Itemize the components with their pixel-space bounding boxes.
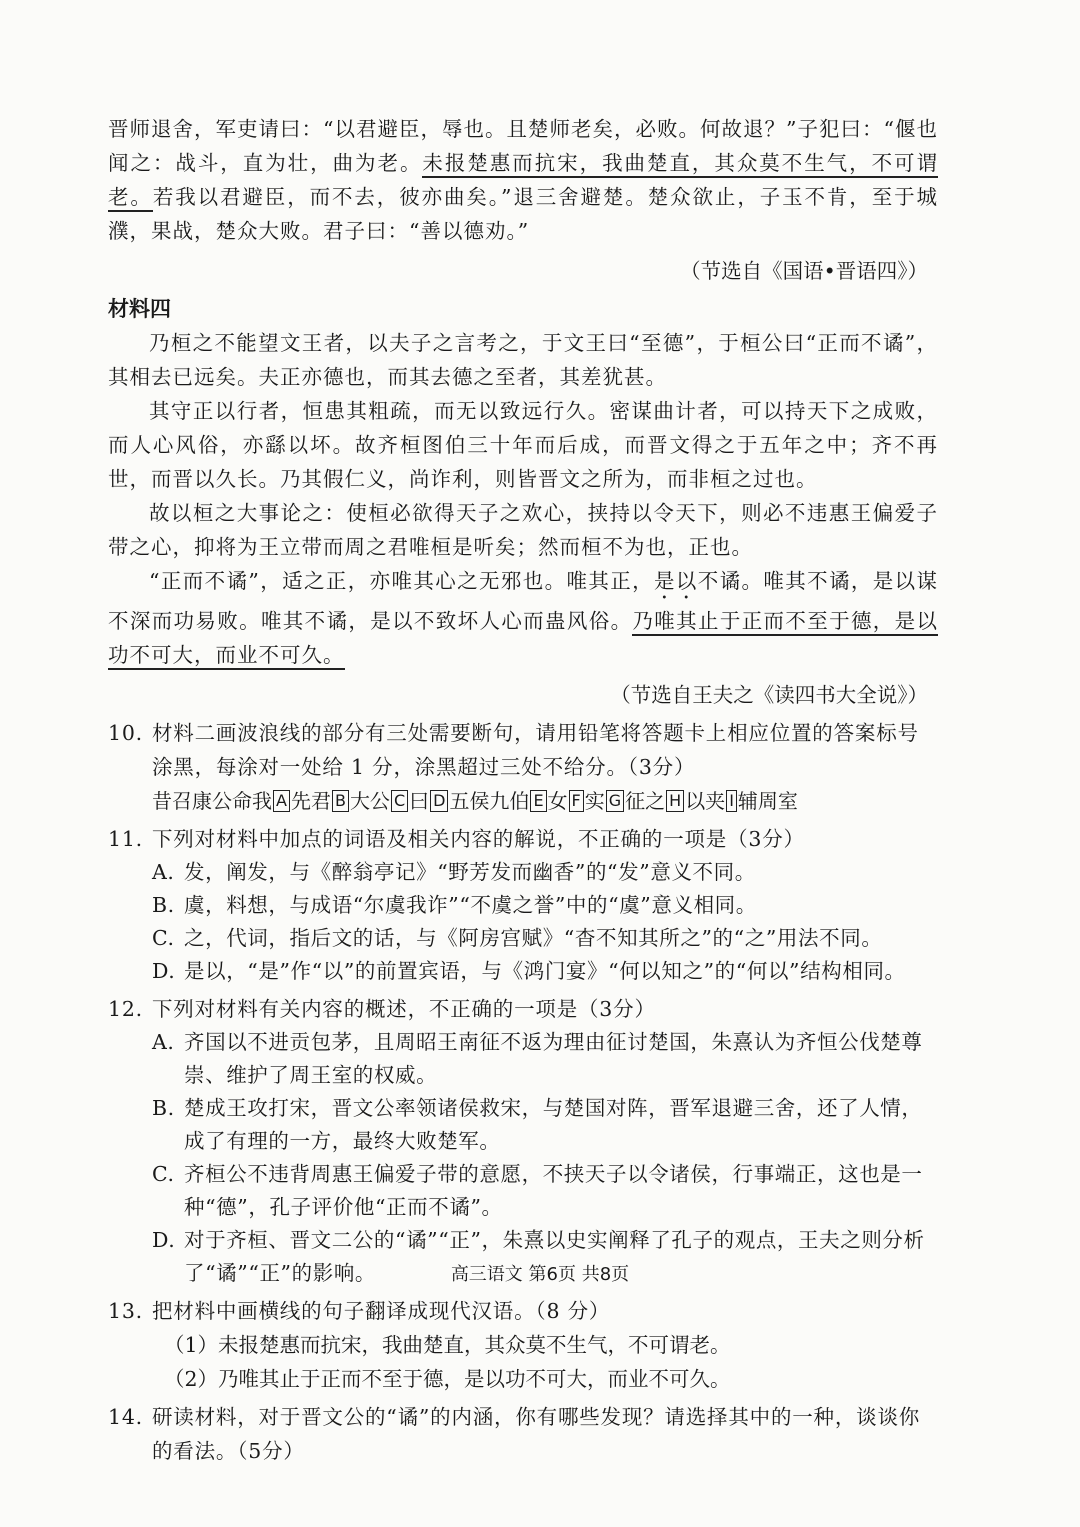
segment: 先君 <box>290 789 331 813</box>
underlined-sentence-2: 乃唯其止于正而不至于德，是以功不可大，而业不可久。 <box>108 609 938 670</box>
question-14-number: 14. <box>108 1405 144 1429</box>
para-4-part-b: 不谲。唯其不谲，是以谋不深而功易败。唯其不谲，是以不致坏人心而蛊风俗。 <box>108 569 939 633</box>
option-letter: B. <box>152 1096 175 1120</box>
option-text: 齐桓公不违背周惠王偏爱子带的意愿，不挟天子以令诸侯，行事端正，这也是一种“德”，孔子评价他“正而不谲”。 <box>184 1162 923 1219</box>
passage-3-text <box>108 112 938 248</box>
answer-box-b[interactable]: B <box>332 790 349 812</box>
question-11-number: 11. <box>108 827 144 851</box>
option-letter: D. <box>152 959 176 983</box>
answer-box-h[interactable]: H <box>666 790 684 812</box>
option-letter: B. <box>152 893 175 917</box>
question-11-text: 下列对材料中加点的词语及相关内容的解说，不正确的一项是（3分） <box>152 827 805 851</box>
question-10-number: 10. <box>108 721 144 745</box>
question-12 <box>108 992 938 1026</box>
segment: 实 <box>584 789 605 813</box>
segment: 辅周室 <box>737 789 798 813</box>
option-letter: D. <box>152 1228 176 1252</box>
option-text: 虞，料想，与成语“尔虞我诈”“不虞之誉”中的“虞”意义相同。 <box>184 893 757 917</box>
question-13-item-2: （2）乃唯其止于正而不至于德，是以功不可大，而业不可久。 <box>164 1367 731 1391</box>
dotted-word: 是以 <box>653 569 698 593</box>
question-13-number: 13. <box>108 1299 144 1323</box>
question-12-option-a[interactable] <box>108 1026 938 1092</box>
option-text: 齐国以不进贡包茅，且周昭王南征不返为理由征讨楚国，朱熹认为齐恒公伐楚尊崇、维护了周王室的权威。 <box>184 1030 923 1087</box>
question-12-text: 下列对材料有关内容的概述，不正确的一项是（3分） <box>152 997 656 1021</box>
question-10 <box>108 716 938 784</box>
question-11-option-a[interactable] <box>108 856 938 889</box>
question-13-item-1: （1）未报楚惠而抗宋，我曲楚直，其众莫不生气，不可谓老。 <box>164 1333 731 1357</box>
segment: 女 <box>547 789 568 813</box>
answer-box-e[interactable]: E <box>530 790 546 812</box>
passage-3-part-a: 晋师退舍，军吏请曰：“以君避臣，辱也。且楚师老矣，必败。何故退？”子犯曰：“偃也闻之：战斗，直为壮，曲为老。 <box>108 117 938 175</box>
option-text: 对于齐桓、晋文二公的“谲”“正”，朱熹以史实阐释了孔子的观点，王夫之则分析了“谲”“正”的影响。 <box>184 1228 925 1285</box>
segment: 以夹 <box>685 789 726 813</box>
question-11-option-d[interactable] <box>108 955 938 988</box>
underlined-sentence-1: 未报楚惠而抗宋，我曲楚直，其众莫不生气，不可谓老。 <box>108 151 938 212</box>
segment: 昔召康公命我 <box>152 789 272 813</box>
answer-box-a[interactable]: A <box>273 790 290 812</box>
question-12-option-c[interactable] <box>108 1158 938 1224</box>
question-10-sentence <box>108 784 938 818</box>
answer-box-g[interactable]: G <box>606 790 624 812</box>
material-4-para-4 <box>108 564 938 672</box>
question-11-option-c[interactable] <box>108 922 938 955</box>
option-letter: C. <box>152 926 175 950</box>
answer-box-i[interactable]: I <box>726 790 737 812</box>
answer-box-f[interactable]: F <box>569 790 584 812</box>
option-text: 之，代词，指后文的话，与《阿房宫赋》“杳不知其所之”的“之”用法不同。 <box>184 926 883 950</box>
option-letter: C. <box>152 1162 175 1186</box>
passage-3-part-b: 若我以君避臣，而不去，彼亦曲矣。”退三舍避楚。楚众欲止，子玉不肯，至于城濮，果战，楚众大败。君子曰：“善以德劝。” <box>108 185 939 243</box>
material-4-para-3: 故以桓之大事论之：使桓必欲得天子之欢心，挟持以令天下，则必不违惠王偏爱子带之心，抑将为王立带而周之君唯桓是听矣；然而桓不为也，正也。 <box>108 501 938 559</box>
material-4-heading: 材料四 <box>108 297 171 321</box>
answer-box-d[interactable]: D <box>430 790 448 812</box>
question-14-text: 研读材料，对于晋文公的“谲”的内涵，你有哪些发现？请选择其中的一种，谈谈你的看法。（5分） <box>152 1405 921 1463</box>
option-letter: A. <box>152 860 175 884</box>
segment: 五侯九伯 <box>449 789 530 813</box>
segment: 征之 <box>625 789 666 813</box>
option-text: 是以，“是”作“以”的前置宾语，与《鸿门宴》“何以知之”的“何以”结构相同。 <box>184 959 906 983</box>
option-text: 发，阐发，与《醉翁亭记》“野芳发而幽香”的“发”意义不同。 <box>184 860 756 884</box>
question-13 <box>108 1294 938 1328</box>
question-12-number: 12. <box>108 997 144 1021</box>
option-letter: A. <box>152 1030 175 1054</box>
question-13-text: 把材料中画横线的句子翻译成现代汉语。（8 分） <box>152 1299 611 1323</box>
material-4-para-2: 其守正以行者，恒患其粗疏，而无以致远行久。密谋曲计者，可以持天下之成败，而人心风俗，亦繇以坏。故齐桓图伯三十年而后成，而晋文得之于五年之中；齐不再世，而晋以久长。乃其假仁义，尚诈利，则皆晋文之所为，而非桓之过也。 <box>108 399 938 491</box>
question-12-option-b[interactable] <box>108 1092 938 1158</box>
answer-box-c[interactable]: C <box>391 790 408 812</box>
question-11-option-b[interactable] <box>108 889 938 922</box>
question-14 <box>108 1400 938 1468</box>
passage-3-source: （节选自《国语•晋语四》） <box>680 259 928 283</box>
para-4-part-a: “正而不谲”，适之正，亦唯其心之无邪也。唯其正， <box>149 569 654 593</box>
option-text: 楚成王攻打宋，晋文公率领诸侯救宋，与楚国对阵，晋军退避三舍，还了人情，成了有理的一方，最终大败楚军。 <box>184 1096 923 1153</box>
question-10-text: 材料二画波浪线的部分有三处需要断句，请用铅笔将答题卡上相应位置的答案标号涂黑，每涂对一处给 1 分，涂黑超过三处不给分。（3分） <box>152 721 919 779</box>
segment: 曰 <box>409 789 430 813</box>
segment: 大公 <box>349 789 390 813</box>
material-4-para-1: 乃桓之不能望文王者，以夫子之言考之，于文王曰“至德”，于桓公曰“正而不谲”，其相去已远矣。夫正亦德也，而其去德之至者，其差犹甚。 <box>108 331 938 389</box>
page-footer: 高三语文 第6页 共8页 <box>450 1264 630 1285</box>
material-4-source: （节选自王夫之《读四书大全说》） <box>610 683 928 707</box>
question-11 <box>108 822 938 856</box>
